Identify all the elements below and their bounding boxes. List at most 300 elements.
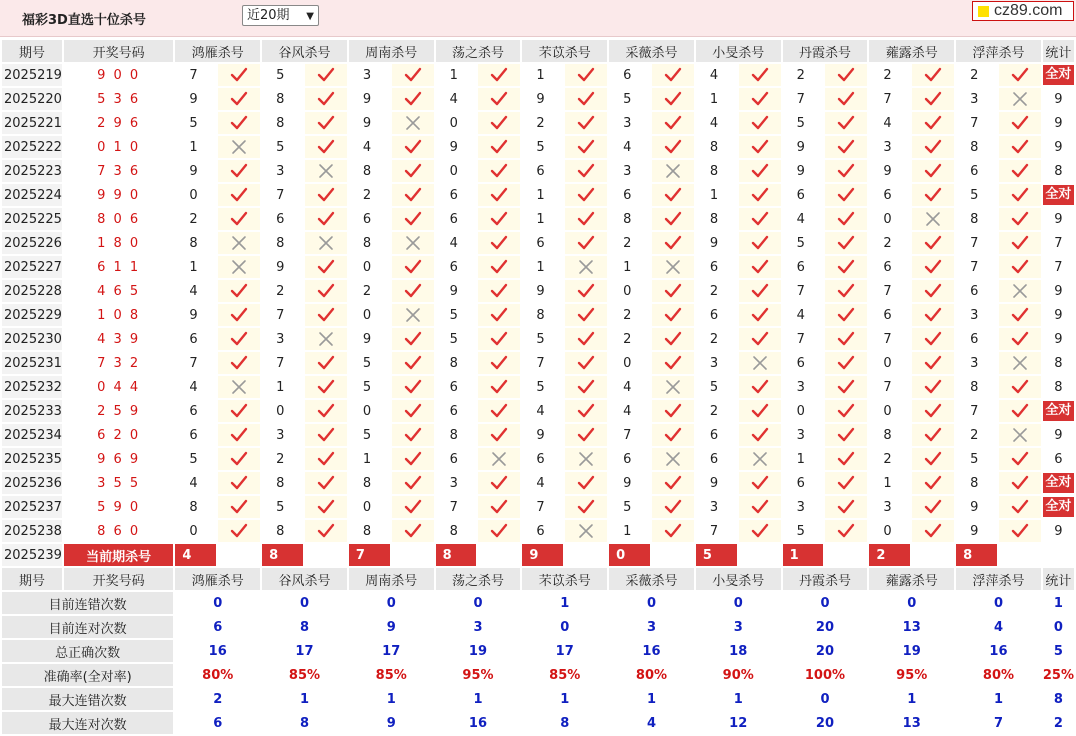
check-icon	[1011, 211, 1029, 227]
result-icon-cell	[305, 64, 347, 86]
cross-icon	[664, 163, 682, 179]
result-icon-cell	[739, 496, 781, 518]
table-row	[2, 400, 1074, 422]
check-icon	[577, 475, 595, 491]
kill-number-cell: 0	[783, 400, 824, 422]
stat-cell	[1043, 256, 1074, 278]
result-icon-cell	[305, 88, 347, 110]
kill-number-cell: 2	[956, 424, 997, 446]
kill-number-cell: 5	[522, 136, 563, 158]
result-icon-cell	[565, 64, 607, 86]
result-icon-cell	[478, 232, 520, 254]
kill-number-cell: 4	[869, 112, 910, 134]
check-icon	[317, 283, 335, 299]
current-issue-cell: 2025239	[2, 544, 62, 566]
result-icon-cell	[999, 376, 1041, 398]
result-icon-cell	[478, 208, 520, 230]
check-icon	[577, 427, 595, 443]
stats-value: 1	[436, 688, 521, 710]
cross-icon	[490, 451, 508, 467]
result-icon-cell	[912, 448, 954, 470]
kill-number-cell: 6	[436, 400, 477, 422]
kill-number-cell: 5	[783, 112, 824, 134]
stat-cell	[1043, 400, 1074, 422]
check-icon	[317, 67, 335, 83]
kill-number-cell: 8	[262, 112, 303, 134]
check-icon	[1011, 403, 1029, 419]
kill-number-cell: 9	[783, 160, 824, 182]
kill-number-cell: 4	[609, 376, 650, 398]
result-icon-cell	[999, 520, 1041, 542]
col-header-expert: 鸿雁杀号	[175, 40, 260, 62]
cross-icon	[230, 379, 248, 395]
col-header-stat: 统计	[1043, 568, 1074, 590]
result-icon-cell	[305, 160, 347, 182]
kill-number-cell: 8	[349, 472, 390, 494]
result-icon-cell	[218, 112, 260, 134]
stats-value: 0	[869, 592, 954, 614]
table-row	[2, 232, 1074, 254]
kill-number-cell: 2	[956, 64, 997, 86]
kill-number-cell: 3	[956, 88, 997, 110]
table-row	[2, 328, 1074, 350]
kill-number-cell: 0	[609, 352, 650, 374]
current-kill-cell: 2	[869, 544, 910, 566]
kill-number-cell: 6	[436, 376, 477, 398]
current-issue-row	[2, 544, 1074, 566]
kill-number-cell: 4	[783, 208, 824, 230]
check-icon	[404, 475, 422, 491]
result-icon-cell	[305, 424, 347, 446]
result-icon-cell	[912, 400, 954, 422]
kill-number-cell: 7	[175, 352, 216, 374]
kill-number-cell: 6	[522, 520, 563, 542]
check-icon	[317, 403, 335, 419]
kill-number-cell: 7	[522, 496, 563, 518]
kill-number-cell: 1	[696, 88, 737, 110]
result-icon-cell	[392, 472, 434, 494]
draw-number-cell: 6 2 0	[64, 424, 173, 446]
kill-number-cell: 8	[696, 136, 737, 158]
kill-number-cell: 3	[262, 424, 303, 446]
issue-cell: 2025225	[2, 208, 62, 230]
result-icon-cell	[739, 304, 781, 326]
result-icon-cell	[392, 352, 434, 374]
check-icon	[230, 475, 248, 491]
result-icon-cell	[652, 304, 694, 326]
result-icon-cell	[218, 280, 260, 302]
result-icon-cell	[652, 232, 694, 254]
kill-number-cell: 2	[522, 112, 563, 134]
check-icon	[230, 211, 248, 227]
stat-value: 9	[1054, 91, 1063, 107]
kill-number-cell: 0	[349, 304, 390, 326]
table-row	[2, 424, 1074, 446]
check-icon	[664, 499, 682, 515]
stat-cell	[1043, 208, 1074, 230]
check-icon	[751, 523, 769, 539]
table-row	[2, 352, 1074, 374]
result-icon-cell	[392, 496, 434, 518]
check-icon	[837, 331, 855, 347]
check-icon	[404, 331, 422, 347]
current-kill-cell: 9	[522, 544, 563, 566]
kill-number-cell: 4	[175, 376, 216, 398]
issue-cell: 2025223	[2, 160, 62, 182]
result-icon-cell	[392, 64, 434, 86]
cross-icon	[404, 307, 422, 323]
kill-number-cell: 3	[436, 472, 477, 494]
cross-icon	[664, 259, 682, 275]
kill-number-cell: 5	[783, 520, 824, 542]
kill-number-cell: 9	[175, 304, 216, 326]
check-icon	[751, 427, 769, 443]
check-icon	[751, 403, 769, 419]
kill-number-cell: 2	[696, 280, 737, 302]
result-icon-cell	[392, 448, 434, 470]
kill-number-cell: 9	[956, 496, 997, 518]
kill-number-cell: 3	[696, 496, 737, 518]
result-icon-cell	[218, 64, 260, 86]
table-row	[2, 376, 1074, 398]
check-icon	[751, 331, 769, 347]
cross-icon	[230, 139, 248, 155]
result-icon-cell	[392, 88, 434, 110]
check-icon	[924, 163, 942, 179]
result-icon-cell	[478, 448, 520, 470]
result-icon-cell	[218, 376, 260, 398]
result-icon-cell	[478, 136, 520, 158]
result-icon-cell	[912, 88, 954, 110]
kill-number-cell: 7	[956, 112, 997, 134]
result-icon-cell	[825, 136, 867, 158]
result-icon-cell	[305, 112, 347, 134]
result-icon-cell	[912, 424, 954, 446]
check-icon	[751, 139, 769, 155]
check-icon	[577, 67, 595, 83]
result-icon-cell	[218, 496, 260, 518]
check-icon	[230, 91, 248, 107]
stats-value: 7	[956, 712, 1041, 734]
check-icon	[577, 187, 595, 203]
result-icon-cell	[305, 280, 347, 302]
check-icon	[924, 259, 942, 275]
kill-number-cell: 9	[349, 112, 390, 134]
current-kill-cell: 8	[436, 544, 477, 566]
stats-value: 0	[349, 592, 434, 614]
check-icon	[924, 307, 942, 323]
check-icon	[490, 91, 508, 107]
current-empty-cell	[218, 544, 260, 566]
issue-cell: 2025232	[2, 376, 62, 398]
check-icon	[664, 91, 682, 107]
result-icon-cell	[565, 448, 607, 470]
kill-number-cell: 7	[436, 496, 477, 518]
stats-value: 6	[175, 616, 260, 638]
result-icon-cell	[565, 184, 607, 206]
kill-number-cell: 2	[609, 304, 650, 326]
check-icon	[924, 355, 942, 371]
current-empty-cell	[999, 544, 1041, 566]
check-icon	[490, 403, 508, 419]
kill-number-cell: 5	[522, 328, 563, 350]
stat-cell	[1043, 520, 1074, 542]
check-icon	[317, 499, 335, 515]
col-header-expert: 芣苡杀号	[522, 40, 607, 62]
kill-number-cell: 0	[869, 208, 910, 230]
result-icon-cell	[912, 184, 954, 206]
result-icon-cell	[825, 208, 867, 230]
check-icon	[490, 523, 508, 539]
result-icon-cell	[565, 88, 607, 110]
issue-cell: 2025234	[2, 424, 62, 446]
result-icon-cell	[739, 328, 781, 350]
kill-number-cell: 4	[349, 136, 390, 158]
kill-number-cell: 1	[349, 448, 390, 470]
kill-number-cell: 6	[262, 208, 303, 230]
current-kill-cell: 7	[349, 544, 390, 566]
stats-value: 1	[696, 688, 781, 710]
kill-number-cell: 4	[522, 472, 563, 494]
result-icon-cell	[565, 256, 607, 278]
result-icon-cell	[999, 472, 1041, 494]
stats-value: 85%	[349, 664, 434, 686]
kill-number-cell: 4	[175, 472, 216, 494]
kill-number-cell: 5	[349, 376, 390, 398]
col-header-expert: 谷风杀号	[262, 568, 347, 590]
kill-number-cell: 6	[609, 448, 650, 470]
check-icon	[664, 67, 682, 83]
check-icon	[924, 451, 942, 467]
result-icon-cell	[478, 496, 520, 518]
check-icon	[664, 307, 682, 323]
result-icon-cell	[392, 424, 434, 446]
table-row	[2, 184, 1074, 206]
table-row	[2, 520, 1074, 542]
check-icon	[664, 211, 682, 227]
draw-number-cell: 8 0 6	[64, 208, 173, 230]
check-icon	[664, 523, 682, 539]
result-icon-cell	[999, 208, 1041, 230]
table-row	[2, 472, 1074, 494]
logo-square-icon	[978, 6, 989, 17]
result-icon-cell	[825, 256, 867, 278]
check-icon	[1011, 115, 1029, 131]
kill-number-cell: 2	[262, 280, 303, 302]
col-header-expert: 蕹露杀号	[869, 40, 954, 62]
cross-icon	[924, 211, 942, 227]
check-icon	[404, 451, 422, 467]
kill-number-cell: 4	[696, 64, 737, 86]
current-empty-cell	[565, 544, 607, 566]
result-icon-cell	[652, 448, 694, 470]
stats-value: 1	[349, 688, 434, 710]
stats-label: 总正确次数	[2, 640, 173, 662]
check-icon	[317, 307, 335, 323]
check-icon	[230, 187, 248, 203]
kill-number-cell: 3	[783, 376, 824, 398]
check-icon	[490, 379, 508, 395]
kill-number-cell: 5	[262, 136, 303, 158]
stats-value: 20	[783, 712, 868, 734]
cross-icon	[317, 235, 335, 251]
kill-number-cell: 8	[262, 232, 303, 254]
result-icon-cell	[825, 160, 867, 182]
result-icon-cell	[305, 448, 347, 470]
issue-cell: 2025219	[2, 64, 62, 86]
kill-number-cell: 1	[262, 376, 303, 398]
result-icon-cell	[218, 328, 260, 350]
result-icon-cell	[218, 208, 260, 230]
stats-value: 8	[262, 712, 347, 734]
result-icon-cell	[565, 328, 607, 350]
check-icon	[404, 355, 422, 371]
kill-number-cell: 0	[349, 496, 390, 518]
draw-number-cell: 7 3 2	[64, 352, 173, 374]
check-icon	[664, 283, 682, 299]
check-icon	[230, 451, 248, 467]
check-icon	[837, 163, 855, 179]
result-icon-cell	[218, 304, 260, 326]
kill-number-cell: 6	[869, 184, 910, 206]
table-row	[2, 64, 1074, 86]
check-icon	[924, 139, 942, 155]
page-title: 福彩3D直选十位杀号	[22, 13, 146, 28]
stat-value: 9	[1054, 523, 1063, 539]
kill-number-cell: 1	[783, 448, 824, 470]
result-icon-cell	[565, 280, 607, 302]
result-icon-cell	[478, 520, 520, 542]
result-icon-cell	[565, 112, 607, 134]
result-icon-cell	[218, 424, 260, 446]
check-icon	[404, 379, 422, 395]
kill-number-cell: 1	[696, 184, 737, 206]
result-icon-cell	[999, 184, 1041, 206]
cross-icon	[1011, 355, 1029, 371]
stats-row	[2, 640, 1074, 662]
check-icon	[1011, 163, 1029, 179]
kill-number-cell: 6	[956, 160, 997, 182]
result-icon-cell	[478, 400, 520, 422]
check-icon	[924, 523, 942, 539]
result-icon-cell	[652, 208, 694, 230]
result-icon-cell	[478, 184, 520, 206]
stats-value: 9	[349, 616, 434, 638]
table-row	[2, 112, 1074, 134]
check-icon	[751, 163, 769, 179]
kill-number-cell: 7	[783, 280, 824, 302]
result-icon-cell	[739, 160, 781, 182]
site-logo[interactable]	[972, 1, 1074, 21]
kill-number-cell: 5	[696, 376, 737, 398]
result-icon-cell	[392, 160, 434, 182]
result-icon-cell	[825, 328, 867, 350]
period-select[interactable]	[242, 5, 319, 26]
result-icon-cell	[478, 256, 520, 278]
stats-value: 100%	[783, 664, 868, 686]
table-row	[2, 208, 1074, 230]
stats-value: 16	[609, 640, 694, 662]
check-icon	[1011, 475, 1029, 491]
kill-number-cell: 0	[175, 520, 216, 542]
result-icon-cell	[305, 256, 347, 278]
table-row	[2, 256, 1074, 278]
kill-number-cell: 6	[609, 184, 650, 206]
result-icon-cell	[565, 232, 607, 254]
result-icon-cell	[825, 184, 867, 206]
kill-number-cell: 9	[175, 160, 216, 182]
kill-number-cell: 8	[262, 472, 303, 494]
draw-number-cell: 8 6 0	[64, 520, 173, 542]
kill-number-cell: 7	[956, 400, 997, 422]
result-icon-cell	[999, 448, 1041, 470]
result-icon-cell	[739, 112, 781, 134]
check-icon	[837, 523, 855, 539]
kill-number-cell: 3	[869, 136, 910, 158]
kill-number-cell: 4	[522, 400, 563, 422]
chevron-down-icon: ▼	[306, 11, 314, 22]
check-icon	[1011, 331, 1029, 347]
col-header-expert: 采薇杀号	[609, 40, 694, 62]
stat-cell	[1043, 352, 1074, 374]
issue-cell: 2025237	[2, 496, 62, 518]
check-icon	[490, 163, 508, 179]
kill-number-cell: 9	[262, 256, 303, 278]
check-icon	[837, 91, 855, 107]
check-icon	[490, 283, 508, 299]
result-icon-cell	[565, 496, 607, 518]
kill-number-cell: 7	[783, 88, 824, 110]
check-icon	[317, 187, 335, 203]
result-icon-cell	[739, 520, 781, 542]
check-icon	[490, 187, 508, 203]
stats-value: 1	[956, 688, 1041, 710]
result-icon-cell	[478, 352, 520, 374]
all-correct-badge: 全对	[1043, 65, 1074, 85]
result-icon-cell	[825, 112, 867, 134]
result-icon-cell	[305, 208, 347, 230]
kill-number-cell: 1	[522, 64, 563, 86]
kill-number-cell: 2	[869, 64, 910, 86]
stats-value: 17	[262, 640, 347, 662]
kill-number-cell: 1	[609, 520, 650, 542]
kill-number-cell: 2	[783, 64, 824, 86]
result-icon-cell	[478, 280, 520, 302]
kill-number-cell: 4	[696, 112, 737, 134]
result-icon-cell	[305, 184, 347, 206]
stat-value: 9	[1054, 427, 1063, 443]
check-icon	[230, 331, 248, 347]
check-icon	[924, 403, 942, 419]
kill-number-cell: 6	[696, 256, 737, 278]
col-header-expert: 丹霞杀号	[783, 40, 868, 62]
col-header-expert: 荡之杀号	[436, 40, 521, 62]
stat-value: 8	[1054, 163, 1063, 179]
kill-number-cell: 3	[609, 160, 650, 182]
check-icon	[577, 115, 595, 131]
draw-number-cell: 2 5 9	[64, 400, 173, 422]
stats-value: 4	[956, 616, 1041, 638]
cross-icon	[751, 451, 769, 467]
result-icon-cell	[392, 208, 434, 230]
issue-cell: 2025222	[2, 136, 62, 158]
kill-number-cell: 3	[349, 64, 390, 86]
check-icon	[924, 499, 942, 515]
stats-value: 0	[783, 592, 868, 614]
stat-cell	[1043, 232, 1074, 254]
check-icon	[404, 259, 422, 275]
kill-number-cell: 2	[869, 232, 910, 254]
